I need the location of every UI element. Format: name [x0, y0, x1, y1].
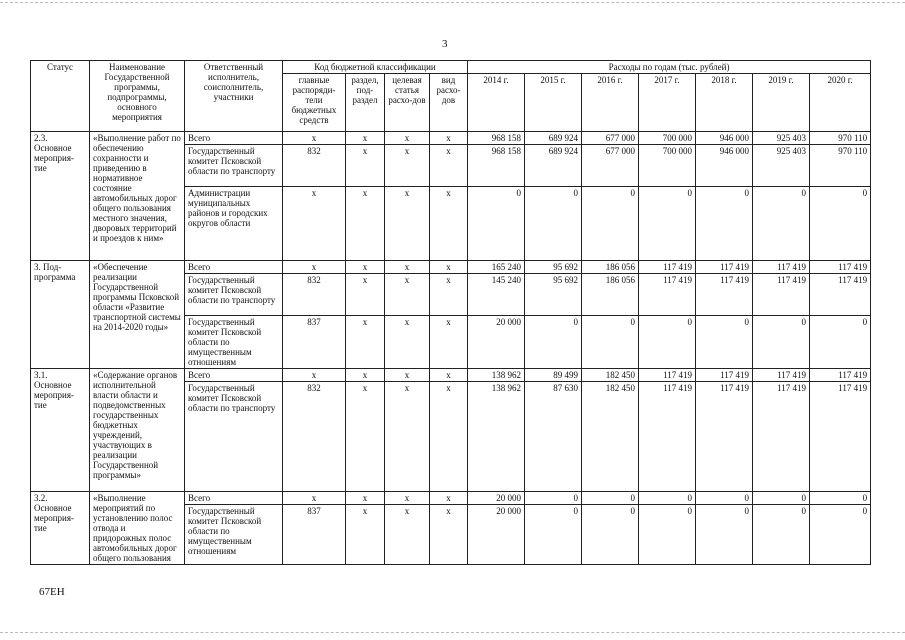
status-cell: 3. Под-программа: [31, 261, 90, 369]
code-cell: x: [346, 132, 385, 145]
value-cell: 117 419: [753, 382, 810, 492]
header-budget-sub: вид расхо-дов: [430, 74, 468, 132]
code-cell: x: [346, 187, 385, 261]
value-cell: 968 158: [468, 145, 525, 187]
value-cell: 117 419: [639, 274, 696, 316]
header-responsible: Ответственный исполнитель, соисполнитель, участники: [185, 61, 283, 132]
code-cell: x: [430, 274, 468, 316]
value-cell: 87 630: [525, 382, 582, 492]
code-cell: x: [346, 145, 385, 187]
value-cell: 0: [525, 492, 582, 505]
value-cell: 0: [810, 492, 871, 505]
value-cell: 677 000: [582, 132, 639, 145]
value-cell: 95 692: [525, 261, 582, 274]
table-row: [31, 132, 871, 145]
table-row: [31, 492, 871, 505]
value-cell: 117 419: [639, 382, 696, 492]
responsible-cell: Государственный комитет Псковской области по транспорту: [185, 382, 283, 492]
name-cell: «Выполнение мероприятий по установлению полос отвода и придорожных полос автомобильных дорог общего пользования: [90, 492, 185, 565]
value-cell: 677 000: [582, 145, 639, 187]
value-cell: 95 692: [525, 274, 582, 316]
value-cell: 138 962: [468, 382, 525, 492]
value-cell: 0: [639, 316, 696, 369]
value-cell: 117 419: [810, 261, 871, 274]
value-cell: 117 419: [639, 261, 696, 274]
value-cell: 0: [582, 505, 639, 565]
responsible-cell: Всего: [185, 492, 283, 505]
value-cell: 0: [753, 505, 810, 565]
value-cell: 117 419: [696, 274, 753, 316]
header-year: 2016 г.: [582, 74, 639, 132]
header-budget-sub: главные распоряди-тели бюджетных средств: [283, 74, 346, 132]
value-cell: 117 419: [810, 369, 871, 382]
header-row-1: [31, 61, 871, 74]
responsible-cell: Государственный комитет Псковской области по транспорту: [185, 274, 283, 316]
value-cell: 0: [468, 187, 525, 261]
value-cell: 0: [810, 316, 871, 369]
header-year: 2017 г.: [639, 74, 696, 132]
value-cell: 689 924: [525, 132, 582, 145]
value-cell: 117 419: [753, 261, 810, 274]
code-cell: x: [283, 132, 346, 145]
value-cell: 0: [582, 316, 639, 369]
code-cell: 837: [283, 505, 346, 565]
code-cell: x: [385, 382, 430, 492]
code-cell: x: [283, 187, 346, 261]
value-cell: 186 056: [582, 274, 639, 316]
value-cell: 0: [753, 187, 810, 261]
value-cell: 117 419: [696, 369, 753, 382]
name-cell: «Обеспечение реализации Государственной программы Псковской области «Развитие транспортной системы на 2014-2020 годы»: [90, 261, 185, 369]
header-status: Статус: [31, 61, 90, 132]
value-cell: 700 000: [639, 132, 696, 145]
value-cell: 165 240: [468, 261, 525, 274]
code-cell: x: [283, 492, 346, 505]
header-year: 2018 г.: [696, 74, 753, 132]
code-cell: x: [283, 369, 346, 382]
value-cell: 0: [525, 187, 582, 261]
responsible-cell: Государственный комитет Псковской области по имущественным отношениям: [185, 505, 283, 565]
value-cell: 117 419: [639, 369, 696, 382]
code-cell: x: [385, 261, 430, 274]
code-cell: 837: [283, 316, 346, 369]
value-cell: 20 000: [468, 316, 525, 369]
value-cell: 117 419: [753, 369, 810, 382]
header-year: 2019 г.: [753, 74, 810, 132]
header-budget-code: Код бюджетной классификации: [283, 61, 468, 74]
code-cell: x: [385, 369, 430, 382]
value-cell: 117 419: [696, 261, 753, 274]
code-cell: x: [385, 505, 430, 565]
value-cell: 186 056: [582, 261, 639, 274]
code-cell: x: [430, 132, 468, 145]
code-cell: x: [346, 492, 385, 505]
code-cell: x: [346, 261, 385, 274]
value-cell: 925 403: [753, 145, 810, 187]
value-cell: 0: [696, 187, 753, 261]
responsible-cell: Всего: [185, 132, 283, 145]
code-cell: x: [385, 187, 430, 261]
value-cell: 117 419: [696, 382, 753, 492]
responsible-cell: Государственный комитет Псковской области по имущественным отношениям: [185, 316, 283, 369]
code-cell: x: [346, 369, 385, 382]
header-year: 2015 г.: [525, 74, 582, 132]
value-cell: 0: [582, 187, 639, 261]
status-cell: 3.2. Основное мероприя-тие: [31, 492, 90, 565]
code-cell: x: [430, 492, 468, 505]
name-cell: «Выполнение работ по обеспечению сохранности и приведению в нормативное состояние автомобильных дорог общего пользования местного значения, дворовых территорий и проездов к ним»: [90, 132, 185, 261]
value-cell: 689 924: [525, 145, 582, 187]
code-cell: x: [385, 316, 430, 369]
code-cell: x: [430, 505, 468, 565]
value-cell: 117 419: [810, 382, 871, 492]
code-cell: x: [385, 274, 430, 316]
code-cell: x: [430, 382, 468, 492]
value-cell: 970 110: [810, 145, 871, 187]
value-cell: 0: [810, 505, 871, 565]
value-cell: 700 000: [639, 145, 696, 187]
expenses-table: [30, 60, 871, 565]
code-cell: 832: [283, 145, 346, 187]
scan-top-edge: [0, 2, 905, 3]
value-cell: 0: [696, 505, 753, 565]
value-cell: 970 110: [810, 132, 871, 145]
value-cell: 0: [696, 316, 753, 369]
code-cell: x: [385, 492, 430, 505]
page-number: 3: [442, 38, 448, 50]
value-cell: 138 962: [468, 369, 525, 382]
value-cell: 0: [696, 492, 753, 505]
code-cell: x: [430, 145, 468, 187]
responsible-cell: Государственный комитет Псковской области по транспорту: [185, 145, 283, 187]
value-cell: 20 000: [468, 505, 525, 565]
status-cell: 2.3. Основное мероприя-тие: [31, 132, 90, 261]
value-cell: 968 158: [468, 132, 525, 145]
code-cell: x: [385, 132, 430, 145]
header-expenses: Расходы по годам (тыс. рублей): [468, 61, 871, 74]
header-name: Наименование Государственной программы, подпрограммы, основного мероприятия: [90, 61, 185, 132]
value-cell: 0: [639, 505, 696, 565]
value-cell: 0: [639, 187, 696, 261]
code-cell: x: [430, 187, 468, 261]
value-cell: 0: [753, 316, 810, 369]
code-cell: x: [385, 145, 430, 187]
header-year: 2020 г.: [810, 74, 871, 132]
value-cell: 182 450: [582, 382, 639, 492]
value-cell: 117 419: [810, 274, 871, 316]
name-cell: «Содержание органов исполнительной власти области и подведомственных государственных бюджетных учреждений, участвующих в реализации Государственной программы»: [90, 369, 185, 492]
document-code: 67ЕН: [39, 586, 65, 598]
code-cell: x: [346, 316, 385, 369]
value-cell: 0: [525, 505, 582, 565]
status-cell: 3.1. Основное мероприя-тие: [31, 369, 90, 492]
responsible-cell: Всего: [185, 261, 283, 274]
value-cell: 89 499: [525, 369, 582, 382]
table-row: [31, 369, 871, 382]
code-cell: 832: [283, 274, 346, 316]
code-cell: x: [430, 316, 468, 369]
header-year: 2014 г.: [468, 74, 525, 132]
value-cell: 117 419: [753, 274, 810, 316]
responsible-cell: Всего: [185, 369, 283, 382]
code-cell: x: [430, 261, 468, 274]
code-cell: 832: [283, 382, 346, 492]
scan-bottom-edge: [0, 632, 905, 633]
value-cell: 20 000: [468, 492, 525, 505]
value-cell: 0: [810, 187, 871, 261]
value-cell: 946 000: [696, 132, 753, 145]
header-budget-sub: целевая статья расхо-дов: [385, 74, 430, 132]
table-body: [31, 132, 871, 565]
value-cell: 0: [525, 316, 582, 369]
table-row: [31, 261, 871, 274]
value-cell: 946 000: [696, 145, 753, 187]
responsible-cell: Администрации муниципальных районов и городских округов области: [185, 187, 283, 261]
code-cell: x: [283, 261, 346, 274]
header-budget-sub: раздел, под-раздел: [346, 74, 385, 132]
value-cell: 0: [753, 492, 810, 505]
code-cell: x: [346, 505, 385, 565]
code-cell: x: [346, 382, 385, 492]
value-cell: 145 240: [468, 274, 525, 316]
value-cell: 0: [639, 492, 696, 505]
value-cell: 0: [582, 492, 639, 505]
value-cell: 182 450: [582, 369, 639, 382]
value-cell: 925 403: [753, 132, 810, 145]
code-cell: x: [346, 274, 385, 316]
code-cell: x: [430, 369, 468, 382]
